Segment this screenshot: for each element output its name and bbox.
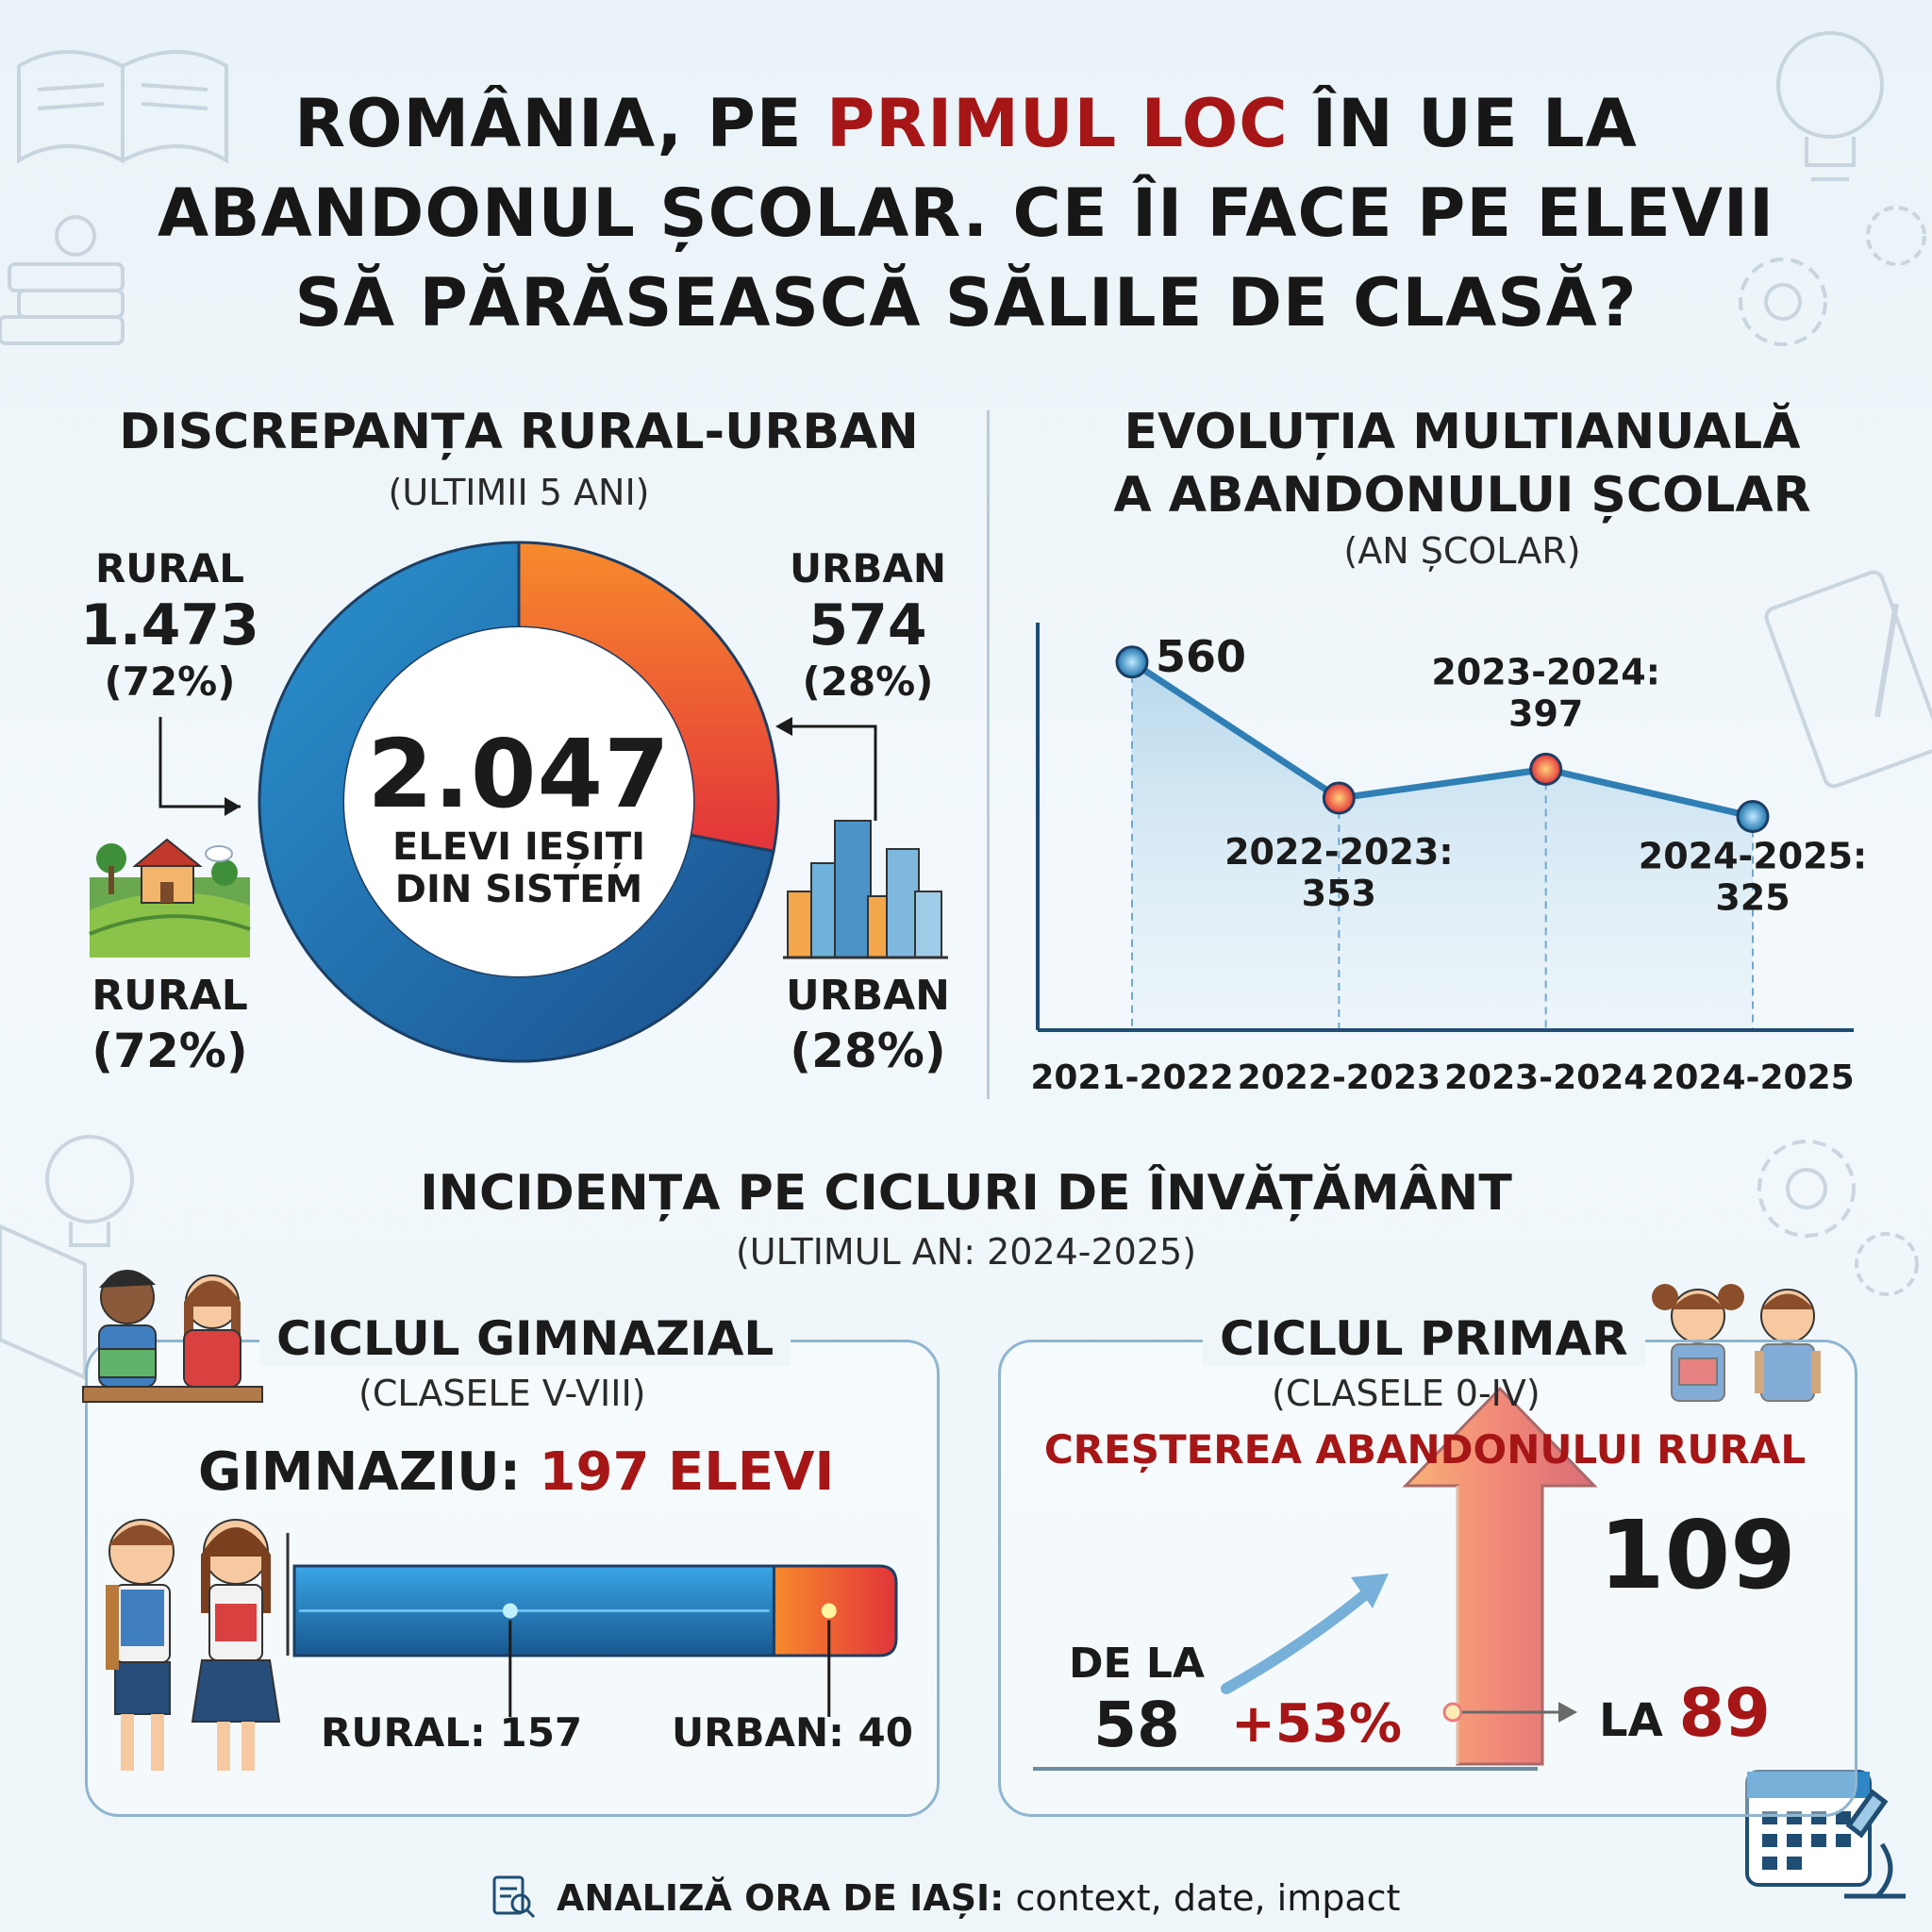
x-tick-label-2: 2023-2024 bbox=[1443, 1058, 1648, 1097]
gimnazial-rural-label: RURAL: 157 bbox=[321, 1709, 583, 1756]
primar-to: LA 89 bbox=[1599, 1674, 1771, 1752]
line-section-subtitle: (AN ȘCOLAR) bbox=[1343, 530, 1581, 572]
bar-marker-rural bbox=[503, 1604, 518, 1619]
x-tick-label-3: 2024-2025 bbox=[1651, 1058, 1855, 1097]
line-section-title-1: EVOLUȚIA MULTIANUALĂ bbox=[1124, 404, 1801, 460]
primar-card-subtitle: (CLASELE 0-IV) bbox=[1272, 1373, 1541, 1414]
rural-top-label: RURAL bbox=[94, 545, 245, 591]
urban-value: 574 bbox=[808, 592, 927, 658]
urban-top-label: URBAN bbox=[789, 545, 947, 591]
x-tick-label-1: 2022-2023 bbox=[1237, 1058, 1441, 1097]
donut-total-caption-1: ELEVI IEȘIȚI bbox=[392, 825, 645, 869]
main-title-line-3: SĂ PĂRĂSEASCĂ SĂLILE DE CLASĂ? bbox=[294, 264, 1638, 341]
report-icon bbox=[494, 1877, 534, 1917]
point-label-1-0: 2022-2023: bbox=[1224, 831, 1454, 874]
donut-total-caption-2: DIN SISTEM bbox=[394, 868, 643, 911]
point-label-3-1: 325 bbox=[1715, 876, 1790, 919]
primar-change: +53% bbox=[1231, 1693, 1402, 1755]
point-label-1-1: 353 bbox=[1301, 873, 1376, 915]
rural-bottom-percent: (72%) bbox=[92, 1024, 248, 1078]
donut-section-title: DISCREPANȚA RURAL-URBAN bbox=[119, 404, 919, 460]
primar-from-label: DE LA bbox=[1069, 1640, 1205, 1688]
point-label-2-1: 397 bbox=[1508, 692, 1584, 735]
students-reading-icon bbox=[83, 1271, 262, 1402]
urban-bottom-percent: (28%) bbox=[790, 1024, 946, 1078]
gimnazial-count: 197 ELEVI bbox=[539, 1441, 835, 1503]
bar-marker-urban bbox=[822, 1604, 837, 1619]
footer-credit bbox=[557, 1877, 1400, 1919]
footer-rest: context, date, impact bbox=[1004, 1877, 1401, 1919]
two-students-icon bbox=[106, 1520, 279, 1771]
line-section-title-2: A ABANDONULUI ȘCOLAR bbox=[1113, 467, 1811, 524]
main-title-line-1: ROMÂNIA, PE PRIMUL LOC ÎN UE LA bbox=[294, 85, 1638, 162]
incidence-subtitle: (ULTIMUL AN: 2024-2025) bbox=[735, 1231, 1197, 1273]
point-label-0-0: 560 bbox=[1156, 630, 1247, 682]
title-highlight: PRIMUL LOC bbox=[825, 85, 1289, 162]
rural-percent: (72%) bbox=[104, 658, 236, 705]
donut-total: 2.047 bbox=[367, 719, 671, 829]
point-label-3-0: 2024-2025: bbox=[1638, 835, 1868, 877]
primar-big-number: 109 bbox=[1599, 1500, 1796, 1610]
main-title-line-2: ABANDONUL ȘCOLAR. CE ÎI FACE PE ELEVII bbox=[157, 175, 1775, 252]
primar-to-value: 89 bbox=[1678, 1674, 1771, 1752]
gimnazial-urban-label: URBAN: 40 bbox=[672, 1709, 913, 1756]
gimnazial-card-subtitle: (CLASELE V-VIII) bbox=[358, 1373, 646, 1414]
footer-bold: ANALIZĂ ORA DE IAȘI: bbox=[557, 1877, 1005, 1919]
gimnazial-card-title: CICLUL GIMNAZIAL bbox=[259, 1311, 791, 1366]
urban-percent: (28%) bbox=[802, 658, 934, 705]
incidence-title: INCIDENȚA PE CICLURI DE ÎNVĂȚĂMÂNT bbox=[420, 1165, 1512, 1222]
urban-bottom-label: URBAN bbox=[785, 972, 951, 1020]
point-label-2-0: 2023-2024: bbox=[1431, 651, 1660, 693]
x-tick-label-0: 2021-2022 bbox=[1030, 1058, 1234, 1097]
donut-section-subtitle: (ULTIMII 5 ANI) bbox=[388, 472, 650, 513]
primar-card-title: CICLUL PRIMAR bbox=[1203, 1311, 1645, 1366]
primar-from-value: 58 bbox=[1093, 1689, 1180, 1761]
primar-headline: CREȘTEREA ABANDONULUI RURAL bbox=[1043, 1426, 1807, 1473]
rural-value: 1.473 bbox=[80, 592, 259, 658]
gimnazial-headline: GIMNAZIU: 197 ELEVI bbox=[198, 1441, 835, 1503]
rural-bottom-label: RURAL bbox=[92, 972, 248, 1020]
